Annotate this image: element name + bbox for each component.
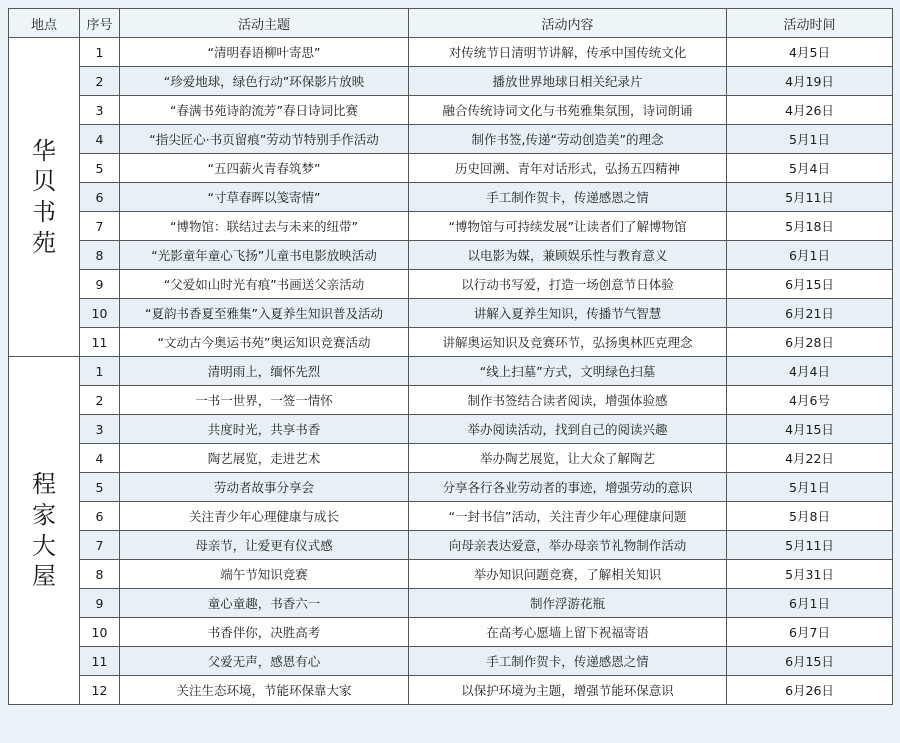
location-char: 屋 bbox=[32, 562, 56, 591]
theme-cell: “五四薪火青春筑梦” bbox=[120, 154, 409, 183]
table-row bbox=[9, 270, 893, 299]
content-cell: 手工制作贺卡，传递感恩之情 bbox=[409, 183, 727, 212]
time-cell: 5月4日 bbox=[727, 154, 893, 183]
table-row bbox=[9, 328, 893, 357]
time-cell: 5月8日 bbox=[727, 502, 893, 531]
location-char: 书 bbox=[32, 198, 56, 226]
table-row bbox=[9, 357, 893, 386]
time-cell: 6月1日 bbox=[727, 589, 893, 618]
theme-cell: 陶艺展览，走进艺术 bbox=[120, 444, 409, 473]
theme-cell: “指尖匠心·书页留痕”劳动节特别手作活动 bbox=[120, 125, 409, 154]
time-cell: 6月15日 bbox=[727, 270, 893, 299]
location-char: 贝 bbox=[32, 167, 56, 196]
theme-cell: “珍爱地球，绿色行动”环保影片放映 bbox=[120, 67, 409, 96]
theme-cell: “父爱如山时光有痕”书画送父亲活动 bbox=[120, 270, 409, 299]
time-cell: 5月11日 bbox=[727, 183, 893, 212]
content-cell: 举办阅读活动，找到自己的阅读兴趣 bbox=[409, 415, 727, 444]
content-cell: 以电影为媒，兼顾娱乐性与教育意义 bbox=[409, 241, 727, 270]
index-cell: 11 bbox=[80, 328, 120, 357]
theme-cell: “春满书苑诗韵流芳”春日诗词比赛 bbox=[120, 96, 409, 125]
location-cell bbox=[9, 38, 80, 357]
table-row bbox=[9, 415, 893, 444]
theme-cell: 书香伴你，决胜高考 bbox=[120, 618, 409, 647]
time-cell: 4月15日 bbox=[727, 415, 893, 444]
time-cell: 4月22日 bbox=[727, 444, 893, 473]
index-cell: 3 bbox=[80, 96, 120, 125]
header-index: 序号 bbox=[80, 9, 120, 38]
table-row bbox=[9, 531, 893, 560]
location-char: 华 bbox=[32, 136, 56, 165]
table-row bbox=[9, 647, 893, 676]
time-cell: 6月26日 bbox=[727, 676, 893, 705]
theme-cell: “寸草春晖以笺寄情” bbox=[120, 183, 409, 212]
table-row bbox=[9, 473, 893, 502]
content-cell: 手工制作贺卡，传递感恩之情 bbox=[409, 647, 727, 676]
table-row bbox=[9, 67, 893, 96]
content-cell: 融合传统诗词文化与书苑雅集氛围，诗词朗诵 bbox=[409, 96, 727, 125]
index-cell: 7 bbox=[80, 212, 120, 241]
content-cell: 制作书签结合读者阅读，增强体验感 bbox=[409, 386, 727, 415]
table-row bbox=[9, 444, 893, 473]
theme-cell: “文动古今奥运书苑”奥运知识竞赛活动 bbox=[120, 328, 409, 357]
time-cell: 4月5日 bbox=[727, 38, 893, 67]
index-cell: 6 bbox=[80, 502, 120, 531]
time-cell: 4月6号 bbox=[727, 386, 893, 415]
table-row bbox=[9, 676, 893, 705]
content-cell: “博物馆与可持续发展”让读者们了解博物馆 bbox=[409, 212, 727, 241]
theme-cell: 端午节知识竞赛 bbox=[120, 560, 409, 589]
content-cell: 举办知识问题竞赛，了解相关知识 bbox=[409, 560, 727, 589]
time-cell: 6月28日 bbox=[727, 328, 893, 357]
table-row bbox=[9, 299, 893, 328]
index-cell: 8 bbox=[80, 241, 120, 270]
time-cell: 5月1日 bbox=[727, 125, 893, 154]
theme-cell: 共度时光，共享书香 bbox=[120, 415, 409, 444]
content-cell: 播放世界地球日相关纪录片 bbox=[409, 67, 727, 96]
time-cell: 6月1日 bbox=[727, 241, 893, 270]
header-time: 活动时间 bbox=[727, 9, 893, 38]
table-row bbox=[9, 183, 893, 212]
content-cell: 制作书签,传递“劳动创造美”的理念 bbox=[409, 125, 727, 154]
content-cell: 讲解入夏养生知识，传播节气智慧 bbox=[409, 299, 727, 328]
index-cell: 4 bbox=[80, 444, 120, 473]
time-cell: 5月11日 bbox=[727, 531, 893, 560]
content-cell: 向母亲表达爱意，举办母亲节礼物制作活动 bbox=[409, 531, 727, 560]
content-cell: 举办陶艺展览，让大众了解陶艺 bbox=[409, 444, 727, 473]
time-cell: 5月18日 bbox=[727, 212, 893, 241]
theme-cell: 母亲节，让爱更有仪式感 bbox=[120, 531, 409, 560]
table-row bbox=[9, 154, 893, 183]
theme-cell: “光影童年童心飞扬”儿童书电影放映活动 bbox=[120, 241, 409, 270]
location-char: 苑 bbox=[32, 228, 56, 257]
table-row bbox=[9, 589, 893, 618]
index-cell: 5 bbox=[80, 154, 120, 183]
header-theme: 活动主题 bbox=[120, 9, 409, 38]
table-row bbox=[9, 560, 893, 589]
theme-cell: 父爱无声，感恩有心 bbox=[120, 647, 409, 676]
content-cell: 以行动书写爱，打造一场创意节日体验 bbox=[409, 270, 727, 299]
activity-schedule-table bbox=[8, 8, 893, 705]
time-cell: 6月21日 bbox=[727, 299, 893, 328]
header-location: 地点 bbox=[9, 9, 80, 38]
index-cell: 10 bbox=[80, 618, 120, 647]
content-cell: 制作浮游花瓶 bbox=[409, 589, 727, 618]
theme-cell: “博物馆：联结过去与未来的纽带” bbox=[120, 212, 409, 241]
table-row bbox=[9, 38, 893, 67]
table-row bbox=[9, 618, 893, 647]
index-cell: 11 bbox=[80, 647, 120, 676]
table-row bbox=[9, 96, 893, 125]
index-cell: 9 bbox=[80, 270, 120, 299]
time-cell: 6月7日 bbox=[727, 618, 893, 647]
index-cell: 5 bbox=[80, 473, 120, 502]
content-cell: 历史回溯、青年对话形式，弘扬五四精神 bbox=[409, 154, 727, 183]
time-cell: 4月4日 bbox=[727, 357, 893, 386]
activity-schedule-table-container bbox=[8, 8, 892, 739]
header-row bbox=[9, 9, 893, 38]
table-row bbox=[9, 386, 893, 415]
location-cell bbox=[9, 357, 80, 705]
content-cell: “一封书信”活动，关注青少年心理健康问题 bbox=[409, 502, 727, 531]
index-cell: 7 bbox=[80, 531, 120, 560]
index-cell: 6 bbox=[80, 183, 120, 212]
table-row bbox=[9, 502, 893, 531]
theme-cell: 关注青少年心理健康与成长 bbox=[120, 502, 409, 531]
table-row bbox=[9, 125, 893, 154]
theme-cell: 童心童趣，书香六一 bbox=[120, 589, 409, 618]
index-cell: 1 bbox=[80, 38, 120, 67]
index-cell: 12 bbox=[80, 676, 120, 705]
index-cell: 2 bbox=[80, 67, 120, 96]
content-cell: 以保护环境为主题，增强节能环保意识 bbox=[409, 676, 727, 705]
location-char: 大 bbox=[32, 531, 56, 560]
time-cell: 6月15日 bbox=[727, 647, 893, 676]
content-cell: 对传统节日清明节讲解，传承中国传统文化 bbox=[409, 38, 727, 67]
table-row bbox=[9, 212, 893, 241]
content-cell: 在高考心愿墙上留下祝福寄语 bbox=[409, 618, 727, 647]
index-cell: 8 bbox=[80, 560, 120, 589]
time-cell: 4月19日 bbox=[727, 67, 893, 96]
theme-cell: 劳动者故事分享会 bbox=[120, 473, 409, 502]
index-cell: 3 bbox=[80, 415, 120, 444]
index-cell: 4 bbox=[80, 125, 120, 154]
index-cell: 1 bbox=[80, 357, 120, 386]
content-cell: 讲解奥运知识及竞赛环节，弘扬奥林匹克理念 bbox=[409, 328, 727, 357]
index-cell: 10 bbox=[80, 299, 120, 328]
theme-cell: “夏韵书香夏至雅集”入夏养生知识普及活动 bbox=[120, 299, 409, 328]
theme-cell: 清明雨上，缅怀先烈 bbox=[120, 357, 409, 386]
table-row bbox=[9, 241, 893, 270]
header-content: 活动内容 bbox=[409, 9, 727, 38]
table-body bbox=[9, 38, 893, 705]
index-cell: 2 bbox=[80, 386, 120, 415]
location-char: 家 bbox=[32, 500, 56, 529]
time-cell: 5月31日 bbox=[727, 560, 893, 589]
theme-cell: “清明春语柳叶寄思” bbox=[120, 38, 409, 67]
theme-cell: 一书一世界，一签一情怀 bbox=[120, 386, 409, 415]
location-char: 程 bbox=[32, 470, 56, 499]
content-cell: 分享各行各业劳动者的事迹，增强劳动的意识 bbox=[409, 473, 727, 502]
content-cell: “线上扫墓”方式，文明绿色扫墓 bbox=[409, 357, 727, 386]
theme-cell: 关注生态环境，节能环保靠大家 bbox=[120, 676, 409, 705]
index-cell: 9 bbox=[80, 589, 120, 618]
time-cell: 5月1日 bbox=[727, 473, 893, 502]
time-cell: 4月26日 bbox=[727, 96, 893, 125]
